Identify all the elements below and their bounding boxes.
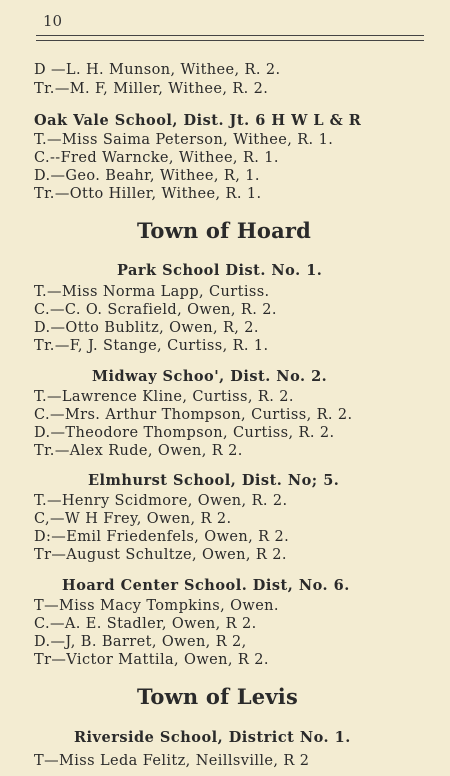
entry-line: T—Miss Leda Felitz, Neillsville, R 2 — [34, 753, 310, 769]
entry-line: C.—Mrs. Arthur Thompson, Curtiss, R. 2. — [34, 407, 353, 423]
town-title: Town of Levis — [137, 684, 298, 709]
header-rule — [36, 35, 424, 36]
page-number: 10 — [43, 12, 63, 30]
entry-line: Tr—Victor Mattila, Owen, R 2. — [34, 652, 269, 668]
entry-line: T.—Henry Scidmore, Owen, R. 2. — [34, 493, 288, 509]
town-title: Town of Hoard — [137, 218, 312, 243]
entry-line: D.—Otto Bublitz, Owen, R, 2. — [34, 320, 259, 336]
header-rule-thin — [36, 40, 424, 41]
entry-line: Tr.—F, J. Stange, Curtiss, R. 1. — [34, 338, 269, 354]
school-title: Hoard Center School. Dist, No. 6. — [62, 577, 350, 594]
entry-line: T.—Lawrence Kline, Curtiss, R. 2. — [34, 389, 294, 405]
entry-line: D.—Theodore Thompson, Curtiss, R. 2. — [34, 425, 335, 441]
entry-line: D —L. H. Munson, Withee, R. 2. — [34, 62, 281, 78]
entry-line: Tr.—M. F, Miller, Withee, R. 2. — [34, 81, 269, 97]
school-title: Midway Schoo', Dist. No. 2. — [92, 368, 328, 385]
school-title: Elmhurst School, Dist. No; 5. — [88, 472, 340, 489]
entry-line: T.—Miss Norma Lapp, Curtiss. — [34, 284, 270, 300]
entry-line: C.—A. E. Stadler, Owen, R 2. — [34, 616, 257, 632]
entry-line: C.—C. O. Scrafield, Owen, R. 2. — [34, 302, 277, 318]
entry-line: T—Miss Macy Tompkins, Owen. — [34, 598, 279, 614]
entry-line: D:—Emil Friedenfels, Owen, R 2. — [34, 529, 290, 545]
entry-line: Tr.—Otto Hiller, Withee, R. 1. — [34, 186, 262, 202]
entry-line: C.--Fred Warncke, Withee, R. 1. — [34, 150, 279, 166]
school-title: Riverside School, District No. 1. — [74, 729, 351, 746]
school-title: Park School Dist. No. 1. — [117, 262, 323, 279]
entry-line: Tr—August Schultze, Owen, R 2. — [34, 547, 287, 563]
entry-line: Tr.—Alex Rude, Owen, R 2. — [34, 443, 243, 459]
school-title: Oak Vale School, Dist. Jt. 6 H W L & R — [34, 112, 362, 129]
entry-line: C,—W H Frey, Owen, R 2. — [34, 511, 232, 527]
entry-line: T.—Miss Saima Peterson, Withee, R. 1. — [34, 132, 334, 148]
entry-line: D.—J, B. Barret, Owen, R 2, — [34, 634, 247, 650]
entry-line: D.—Geo. Beahr, Withee, R, 1. — [34, 168, 260, 184]
